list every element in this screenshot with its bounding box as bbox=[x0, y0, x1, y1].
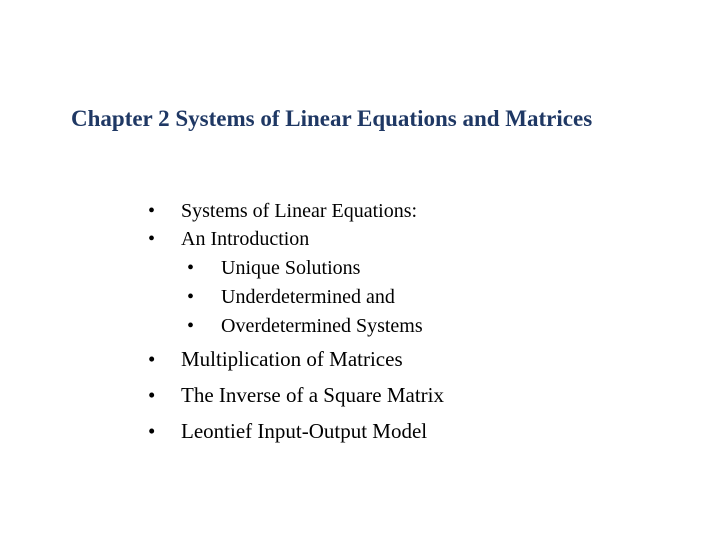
bullet-marker: • bbox=[187, 315, 195, 337]
bullet-text: Unique Solutions bbox=[221, 257, 361, 279]
bullet-marker: • bbox=[148, 228, 156, 250]
bullet-marker: • bbox=[187, 257, 195, 279]
bullet-text: An Introduction bbox=[181, 228, 310, 250]
slide-title: Chapter 2 Systems of Linear Equations and Matrices bbox=[71, 106, 593, 131]
bullet-text: Underdetermined and bbox=[221, 286, 395, 308]
bullet-marker: • bbox=[148, 200, 156, 222]
bullet-marker: • bbox=[148, 419, 156, 443]
bullet-text: Overdetermined Systems bbox=[221, 315, 423, 337]
bullet-text: Systems of Linear Equations: bbox=[181, 200, 418, 222]
bullet-marker: • bbox=[148, 383, 156, 407]
bullet-text: Leontief Input-Output Model bbox=[181, 419, 428, 443]
bullet-marker: • bbox=[187, 286, 195, 308]
bullet-marker: • bbox=[148, 347, 156, 371]
bullet-text: The Inverse of a Square Matrix bbox=[181, 383, 444, 407]
bullet-text: Multiplication of Matrices bbox=[181, 347, 403, 371]
